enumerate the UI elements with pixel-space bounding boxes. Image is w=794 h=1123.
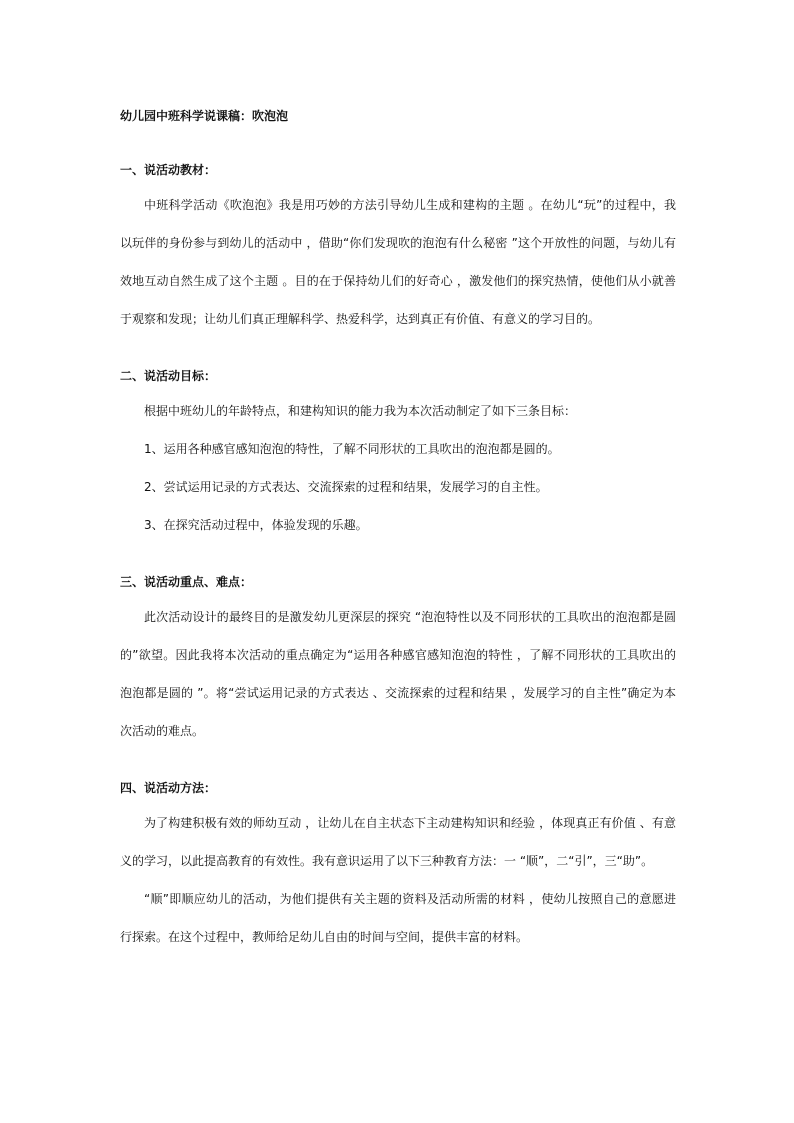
paragraph: “顺”即顺应幼儿的活动，为他们提供有关主题的资料及活动所需的材料 ，使幼儿按照自己的意愿进行探索。在这个过程中，教师给足幼儿自由的时间与空间，提供丰富的材料。 [120, 892, 676, 944]
section-heading: 一、说活动教材： [120, 163, 217, 177]
section-teaching-material [120, 154, 676, 338]
paragraph: 中班科学活动《吹泡泡》我是用巧妙的方法引导幼儿生成和建构的主题 。在幼儿“玩”的过程中，我以玩伴的身份参与到幼儿的活动中 ，借助“你们发现吹的泡泡有什么秘密 ”这个开放性的问题，与幼儿有效地互动自然生成了这个主题 。目的在于保持幼儿们的好奇心 ，激发他们的探究热情，使他们从小就善于观察和发现；让幼儿们真正理解科学、热爱科学，达到真正有价值、有意义的学习目的。 [120, 198, 676, 326]
paragraph: 此次活动设计的最终目的是激发幼儿更深层的探究 “泡泡特性以及不同形状的工具吹出的泡泡都是圆的”欲望。因此我将本次活动的重点确定为“运用各种感官感知泡泡的特性 ，了解不同形状的工具吹出的泡泡都是圆的 ”。将“尝试运用记录的方式表达 、交流探索的过程和结果 ，发展学习的自主性”确定为本次活动的难点。 [120, 610, 676, 738]
section-key-points [120, 566, 676, 750]
document-body [120, 100, 676, 956]
section-heading: 二、说活动目标： [120, 369, 217, 383]
paragraph: 根据中班幼儿的年龄特点，和建构知识的能力我为本次活动制定了如下三条目标： [144, 404, 577, 418]
goal-item: 3、在探究活动过程中，体验发现的乐趣。 [144, 518, 368, 532]
document-title: 幼儿园中班科学说课稿：吹泡泡 [120, 109, 289, 123]
section-heading: 三、说活动重点、难点： [120, 575, 253, 589]
goal-item: 2、尝试运用记录的方式表达、交流探索的过程和结果，发展学习的自主性。 [144, 480, 548, 494]
paragraph: 为了构建积极有效的师幼互动 ，让幼儿在自主状态下主动建构知识和经验 ，体现真正有价值 、有意义的学习，以此提高教育的有效性。我有意识运用了以下三种教育方法：一 “顺”，二“引”，三“助”。 [120, 816, 676, 868]
section-heading: 四、说活动方法： [120, 781, 217, 795]
section-activity-methods [120, 772, 676, 956]
spacer [120, 132, 676, 154]
goal-item: 1、运用各种感官感知泡泡的特性，了解不同形状的工具吹出的泡泡都是圆的。 [144, 442, 560, 456]
spacer [120, 750, 676, 772]
spacer [120, 338, 676, 360]
spacer [120, 544, 676, 566]
section-activity-goals [120, 360, 676, 544]
